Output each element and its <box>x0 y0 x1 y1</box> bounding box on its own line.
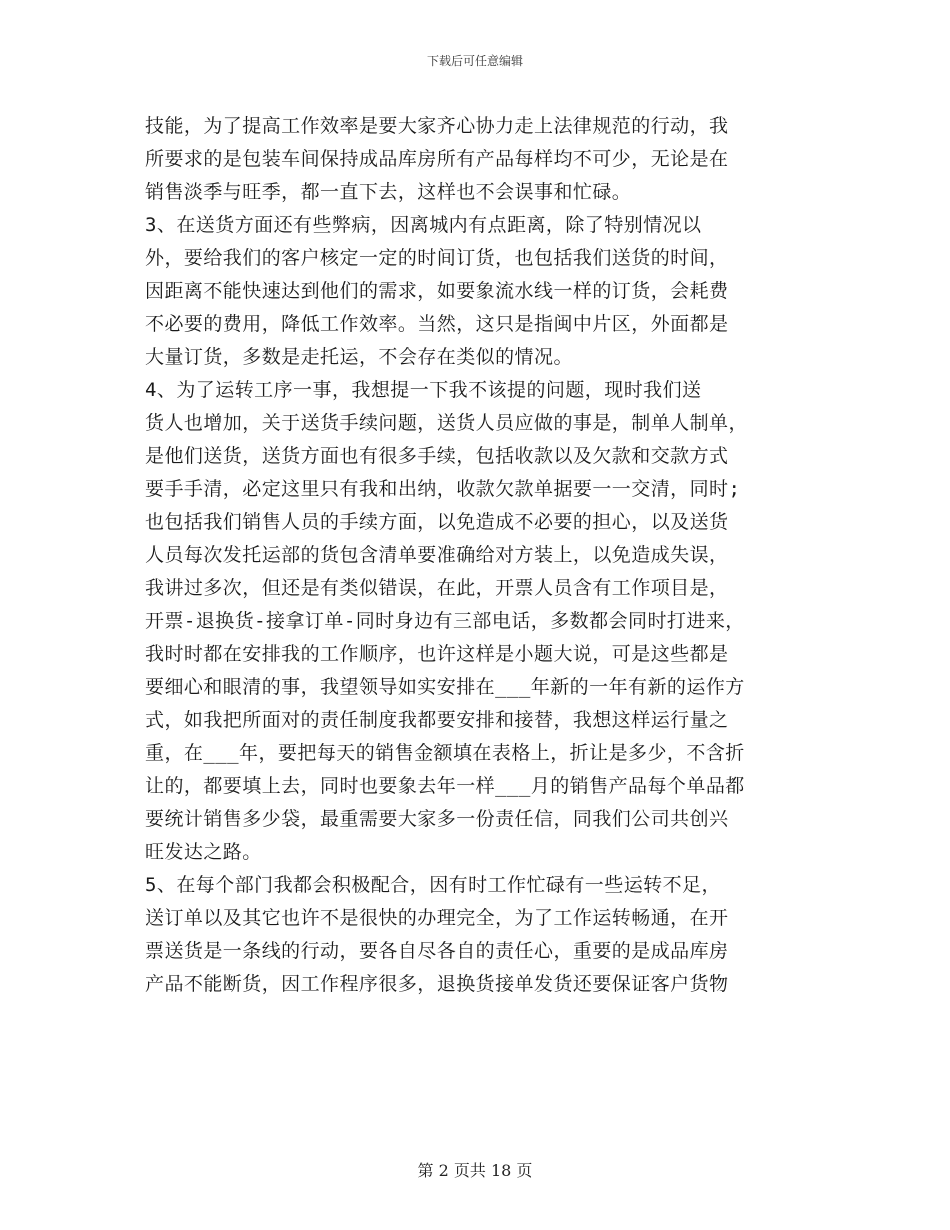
text-line: 送订单以及其它也许不是很快的办理完全，为了工作运转畅通，在开 <box>145 907 729 929</box>
page-number-footer: 第 2 页共 18 页 <box>417 1161 533 1180</box>
text-line: 旺发达之路。 <box>145 841 262 863</box>
text-line: 技能，为了提高工作效率是要大家齐心协力走上法律规范的行动，我 <box>145 115 729 137</box>
text-line: 要细心和眼清的事，我望领导如实安排在___年新的一年有新的运作方 <box>145 676 745 698</box>
text-line: 是他们送货，送货方面也有很多手续，包括收款以及欠款和交款方式 <box>145 445 729 467</box>
text-line: 货人也增加，关于送货手续问题，送货人员应做的事是，制单人制单， <box>145 412 748 434</box>
text-line: 销售淡季与旺季，都一直下去，这样也不会误事和忙碌。 <box>145 181 632 203</box>
text-line: 要统计销售多少袋，最重需要大家多一份责任信，同我们公司共创兴 <box>145 808 729 830</box>
text-line: 人员每次发托运部的货包含清单要准确给对方装上，以免造成失误， <box>145 544 729 566</box>
text-line: 开票-退换货-接拿订单-同时身边有三部电话，多数都会同时打进来， <box>145 610 745 632</box>
text-line: 大量订货，多数是走托运，不会存在类似的情况。 <box>145 346 573 368</box>
text-line: 外，要给我们的客户核定一定的时间订货，也包括我们送货的时间， <box>145 247 729 269</box>
text-line: 让的，都要填上去，同时也要象去年一样___月的销售产品每个单品都 <box>145 775 745 797</box>
text-line: 也包括我们销售人员的手续方面，以免造成不必要的担心，以及送货 <box>145 511 729 533</box>
text-line: 我讲过多次，但还是有类似错误，在此，开票人员含有工作项目是， <box>145 577 729 599</box>
text-line: 产品不能断货，因工作程序很多，退换货接单发货还要保证客户货物 <box>145 973 729 995</box>
text-line: 因距离不能快速达到他们的需求，如要象流水线一样的订货，会耗费 <box>145 280 729 302</box>
text-line: 3、在送货方面还有些弊病，因离城内有点距离，除了特别情况以 <box>145 214 702 236</box>
text-line: 式，如我把所面对的责任制度我都要安排和接替，我想这样运行量之 <box>145 709 729 731</box>
text-line: 重，在___年，要把每天的销售金额填在表格上，折让是多少，不含折 <box>145 742 745 764</box>
text-line: 不必要的费用，降低工作效率。当然，这只是指闽中片区，外面都是 <box>145 313 729 335</box>
text-line: 要手手清，必定这里只有我和出纳，收款欠款单据要一一交清，同时; <box>145 478 741 500</box>
page-header: 下载后可任意编辑 <box>426 54 523 68</box>
text-line: 票送货是一条线的行动，要各自尽各自的责任心，重要的是成品库房 <box>145 940 729 962</box>
text-line: 4、为了运转工序一事，我想提一下我不该提的问题，现时我们送 <box>145 379 702 401</box>
text-line: 所要求的是包装车间保持成品库房所有产品每样均不可少，无论是在 <box>145 148 729 170</box>
document-body <box>145 110 825 1001</box>
text-line: 我时时都在安排我的工作顺序，也许这样是小题大说，可是这些都是 <box>145 643 729 665</box>
text-line: 5、在每个部门我都会积极配合，因有时工作忙碌有一些运转不足， <box>145 874 721 896</box>
